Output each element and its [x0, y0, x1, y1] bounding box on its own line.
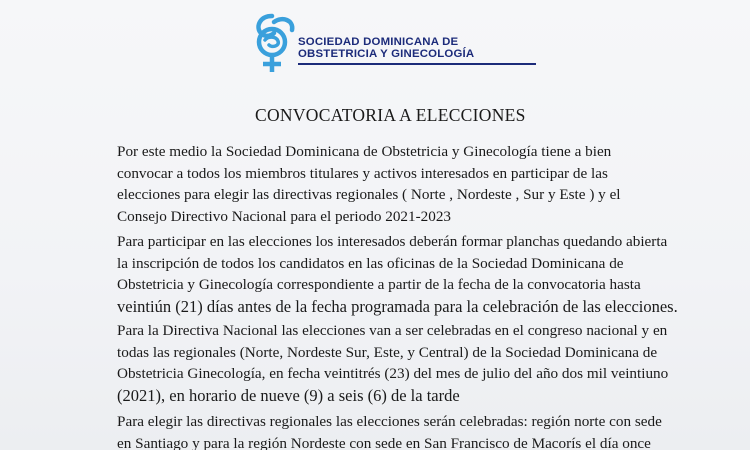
paragraph-line: Para la Directiva Nacional las elecciones van a ser celebradas en el congreso nacional y en [117, 322, 668, 339]
paragraph-line: veintiún (21) días antes de la fecha programada para la celebración de las elecciones. [117, 296, 678, 316]
paragraph-convocation [117, 141, 737, 227]
paragraph-line: Por este medio la Sociedad Dominicana de Obstetricia y Ginecología tiene a bien [117, 143, 612, 160]
paragraph-line: Obstetricia y Ginecología correspondiente a partir de la fecha de la convocatoria hasta [117, 276, 641, 293]
paragraph-line: Para elegir las directivas regionales las elecciones serán celebradas: región norte con sede [117, 413, 662, 430]
paragraph-line: elecciones para elegir las directivas regionales ( Norte , Nordeste , Sur y Este ) y el [117, 186, 621, 203]
logo-text [298, 37, 474, 60]
paragraph-regional-directives [117, 411, 737, 450]
society-logo [250, 10, 540, 76]
paragraph-line: todas las regionales (Norte, Nordeste Sur, Este, y Central) de la Sociedad Dominicana de [117, 343, 658, 361]
paragraph-registration [117, 231, 737, 317]
paragraph-line: Para participar en las elecciones los interesados deberán formar planchas quedando abierta [117, 233, 668, 250]
paragraph-line: (2021), en horario de nueve (9) a seis (6) de la tarde [117, 385, 460, 405]
paragraph-line: en Santiago y para la región Nordeste con sede en San Francisco de Macorís el día once [117, 434, 651, 450]
paragraph-line: convocar a todos los miembros titulares y activos interesados en participar de las [117, 164, 608, 182]
paragraph-national-directive [117, 320, 737, 406]
document-title: CONVOCATORIA A ELECCIONES [255, 105, 526, 125]
paragraph-line: la inscripción de todos los candidatos en las oficinas de la Sociedad Dominicana de [117, 254, 624, 272]
logo-line-1: SOCIEDAD DOMINICANA DE [298, 36, 459, 48]
paragraph-line: Consejo Directivo Nacional para el periodo 2021-2023 [117, 207, 452, 225]
logo-underline [298, 63, 536, 65]
paragraph-line: Obstetricia Ginecología, en fecha veintitrés (23) del mes de julio del año dos mil veintiuno [117, 365, 669, 382]
logo-line-2: OBSTETRICIA Y GINECOLOGÍA [298, 47, 475, 60]
venus-symbol-icon [250, 10, 300, 76]
